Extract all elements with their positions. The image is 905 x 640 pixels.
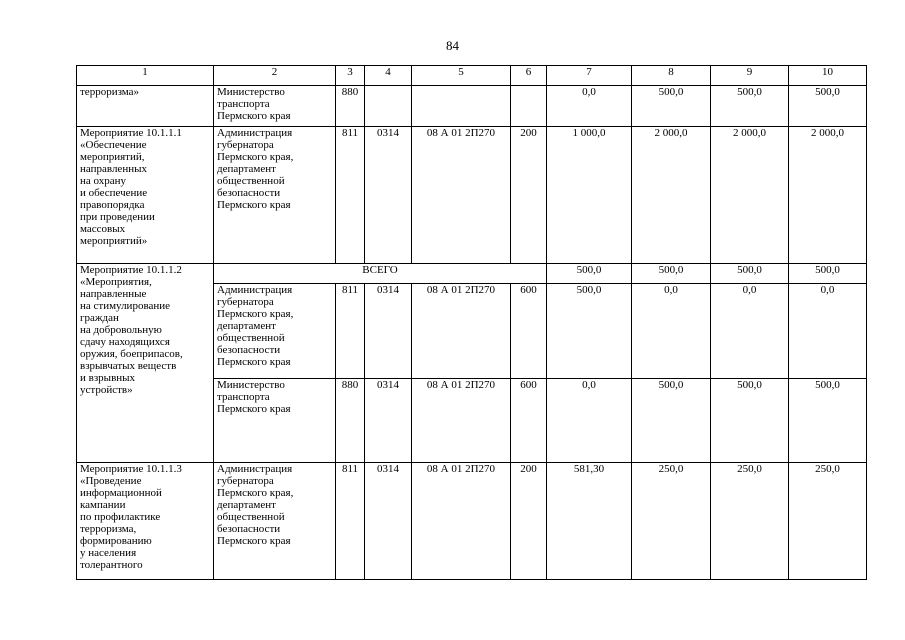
- measure-name-cell: терроризма»: [77, 86, 214, 127]
- table-row: [77, 127, 867, 264]
- amount-cell: 0,0: [547, 379, 632, 463]
- executor-cell: Министерство транспорта Пермского края: [214, 86, 336, 127]
- amount-cell: 250,0: [711, 463, 789, 580]
- measure-name-cell: Мероприятие 10.1.1.3 «Проведение информационной кампании по профилактике терроризма, формированию у населения толерантного: [77, 463, 214, 580]
- table-row: [77, 463, 867, 580]
- amount-cell: 500,0: [547, 284, 632, 379]
- target-article-cell: 08 А 01 2П270: [412, 463, 511, 580]
- target-article-cell: 08 А 01 2П270: [412, 127, 511, 264]
- amount-cell: 2 000,0: [789, 127, 867, 264]
- header-cell-4: 4: [365, 66, 412, 86]
- amount-cell: 0,0: [632, 284, 711, 379]
- header-cell-5: 5: [412, 66, 511, 86]
- amount-cell: 2 000,0: [711, 127, 789, 264]
- header-cell-10: 10: [789, 66, 867, 86]
- executor-cell: Министерство транспорта Пермского края: [214, 379, 336, 463]
- amount-cell: 500,0: [789, 379, 867, 463]
- total-label: ВСЕГО: [214, 264, 547, 284]
- expense-type-cell: 600: [511, 379, 547, 463]
- section-cell: 0314: [365, 284, 412, 379]
- code-cell: 811: [336, 127, 365, 264]
- header-cell-8: 8: [632, 66, 711, 86]
- expense-type-cell: 200: [511, 463, 547, 580]
- expense-type-cell: 600: [511, 284, 547, 379]
- target-article-cell: [412, 86, 511, 127]
- header-cell-3: 3: [336, 66, 365, 86]
- amount-cell: 250,0: [789, 463, 867, 580]
- amount-cell: 500,0: [789, 86, 867, 127]
- header-cell-1: 1: [77, 66, 214, 86]
- total-amount-cell: 500,0: [711, 264, 789, 284]
- executor-cell: Администрация губернатора Пермского края, департамент общественной безопасности Пермского края: [214, 463, 336, 580]
- header-cell-7: 7: [547, 66, 632, 86]
- code-cell: 811: [336, 463, 365, 580]
- total-amount-cell: 500,0: [789, 264, 867, 284]
- section-cell: 0314: [365, 463, 412, 580]
- amount-cell: 500,0: [711, 86, 789, 127]
- amount-cell: 250,0: [632, 463, 711, 580]
- amount-cell: 0,0: [547, 86, 632, 127]
- amount-cell: 0,0: [711, 284, 789, 379]
- header-cell-9: 9: [711, 66, 789, 86]
- executor-cell: Администрация губернатора Пермского края, департамент общественной безопасности Пермского края: [214, 127, 336, 264]
- total-amount-cell: 500,0: [632, 264, 711, 284]
- measure-name-cell: Мероприятие 10.1.1.2 «Мероприятия, направленные на стимулирование граждан на добровольную сдачу находящихся оружия, боеприпасов, взрывчатых веществ и взрывных устройств»: [77, 264, 214, 463]
- amount-cell: 581,30: [547, 463, 632, 580]
- table-header-row: [77, 66, 867, 86]
- section-cell: [365, 86, 412, 127]
- header-cell-6: 6: [511, 66, 547, 86]
- target-article-cell: 08 А 01 2П270: [412, 284, 511, 379]
- target-article-cell: 08 А 01 2П270: [412, 379, 511, 463]
- amount-cell: 500,0: [711, 379, 789, 463]
- total-amount-cell: 500,0: [547, 264, 632, 284]
- page-number: 84: [446, 38, 459, 53]
- expense-type-cell: [511, 86, 547, 127]
- amount-cell: 1 000,0: [547, 127, 632, 264]
- executor-cell: Администрация губернатора Пермского края, департамент общественной безопасности Пермского края: [214, 284, 336, 379]
- code-cell: 880: [336, 86, 365, 127]
- code-cell: 811: [336, 284, 365, 379]
- section-cell: 0314: [365, 379, 412, 463]
- header-cell-2: 2: [214, 66, 336, 86]
- budget-table: [76, 65, 867, 580]
- table-row-total: [77, 264, 867, 284]
- table-row: [77, 86, 867, 127]
- section-cell: 0314: [365, 127, 412, 264]
- code-cell: 880: [336, 379, 365, 463]
- amount-cell: 0,0: [789, 284, 867, 379]
- measure-name-cell: Мероприятие 10.1.1.1 «Обеспечение мероприятий, направленных на охрану и обеспечение правопорядка при проведении массовых мероприятий»: [77, 127, 214, 264]
- amount-cell: 2 000,0: [632, 127, 711, 264]
- expense-type-cell: 200: [511, 127, 547, 264]
- amount-cell: 500,0: [632, 86, 711, 127]
- amount-cell: 500,0: [632, 379, 711, 463]
